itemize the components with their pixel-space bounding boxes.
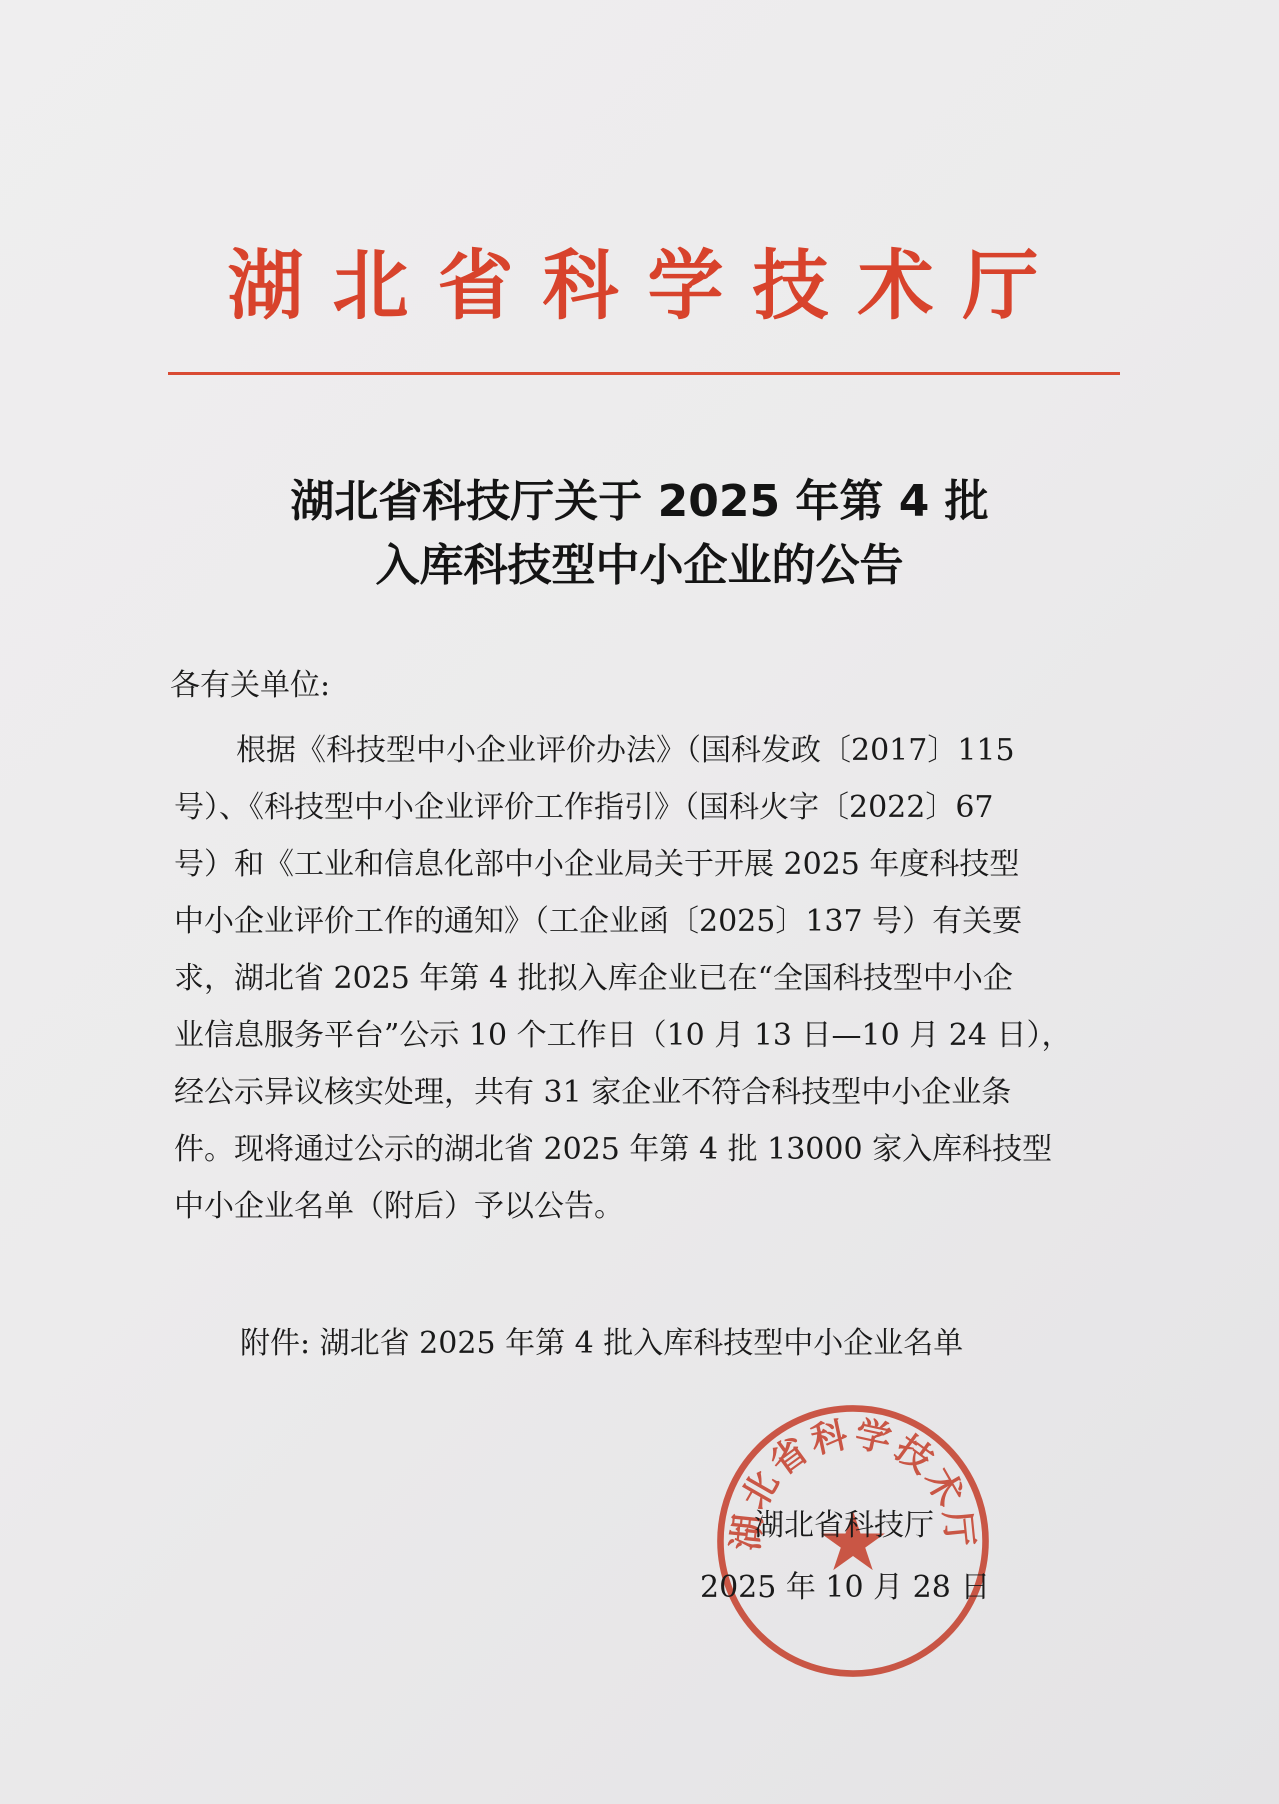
attachment-note: 附件: 湖北省 2025 年第 4 批入库科技型中小企业名单 xyxy=(240,1326,964,1361)
letterhead-masthead: 湖北省科学技术厅 xyxy=(227,241,1068,330)
body-line: 件。现将通过公示的湖北省 2025 年第 4 批 13000 家入库科技型 xyxy=(174,1132,1053,1167)
red-divider-line xyxy=(168,372,1120,375)
body-line: 号）和《工业和信息化部中小企业局关于开展 2025 年度科技型 xyxy=(174,847,1020,882)
title-line-1: 湖北省科技厅关于 2025 年第 4 批 xyxy=(290,476,989,527)
body-line: 号）、《科技型中小企业评价工作指引》（国科火字〔2022〕67 xyxy=(174,790,994,825)
body-line: 中小企业名单（附后）予以公告。 xyxy=(174,1189,624,1224)
announcement-title xyxy=(0,470,1279,598)
body-line: 根据《科技型中小企业评价办法》（国科发政〔2017〕115 xyxy=(236,733,1015,768)
title-line-2: 入库科技型中小企业的公告 xyxy=(375,540,904,591)
body-line: 求，湖北省 2025 年第 4 批拟入库企业已在“全国科技型中小企 xyxy=(174,961,1013,996)
body-line: 中小企业评价工作的通知》（工企业函〔2025〕137 号）有关要 xyxy=(174,904,1023,939)
svg-text:湖北省科学技术厅: 湖北省科学技术厅 xyxy=(725,1413,981,1553)
issuer-name: 湖北省科技厅 xyxy=(754,1508,934,1543)
issue-date: 2025 年 10 月 28 日 xyxy=(700,1570,991,1605)
salutation: 各有关单位: xyxy=(170,668,331,703)
body-line: 经公示异议核实处理，共有 31 家企业不符合科技型中小企业条 xyxy=(174,1075,1012,1110)
body-line: 业信息服务平台”公示 10 个工作日（10 月 13 日—10 月 24 日）， xyxy=(174,1018,1072,1053)
body-paragraph xyxy=(174,722,1134,1235)
